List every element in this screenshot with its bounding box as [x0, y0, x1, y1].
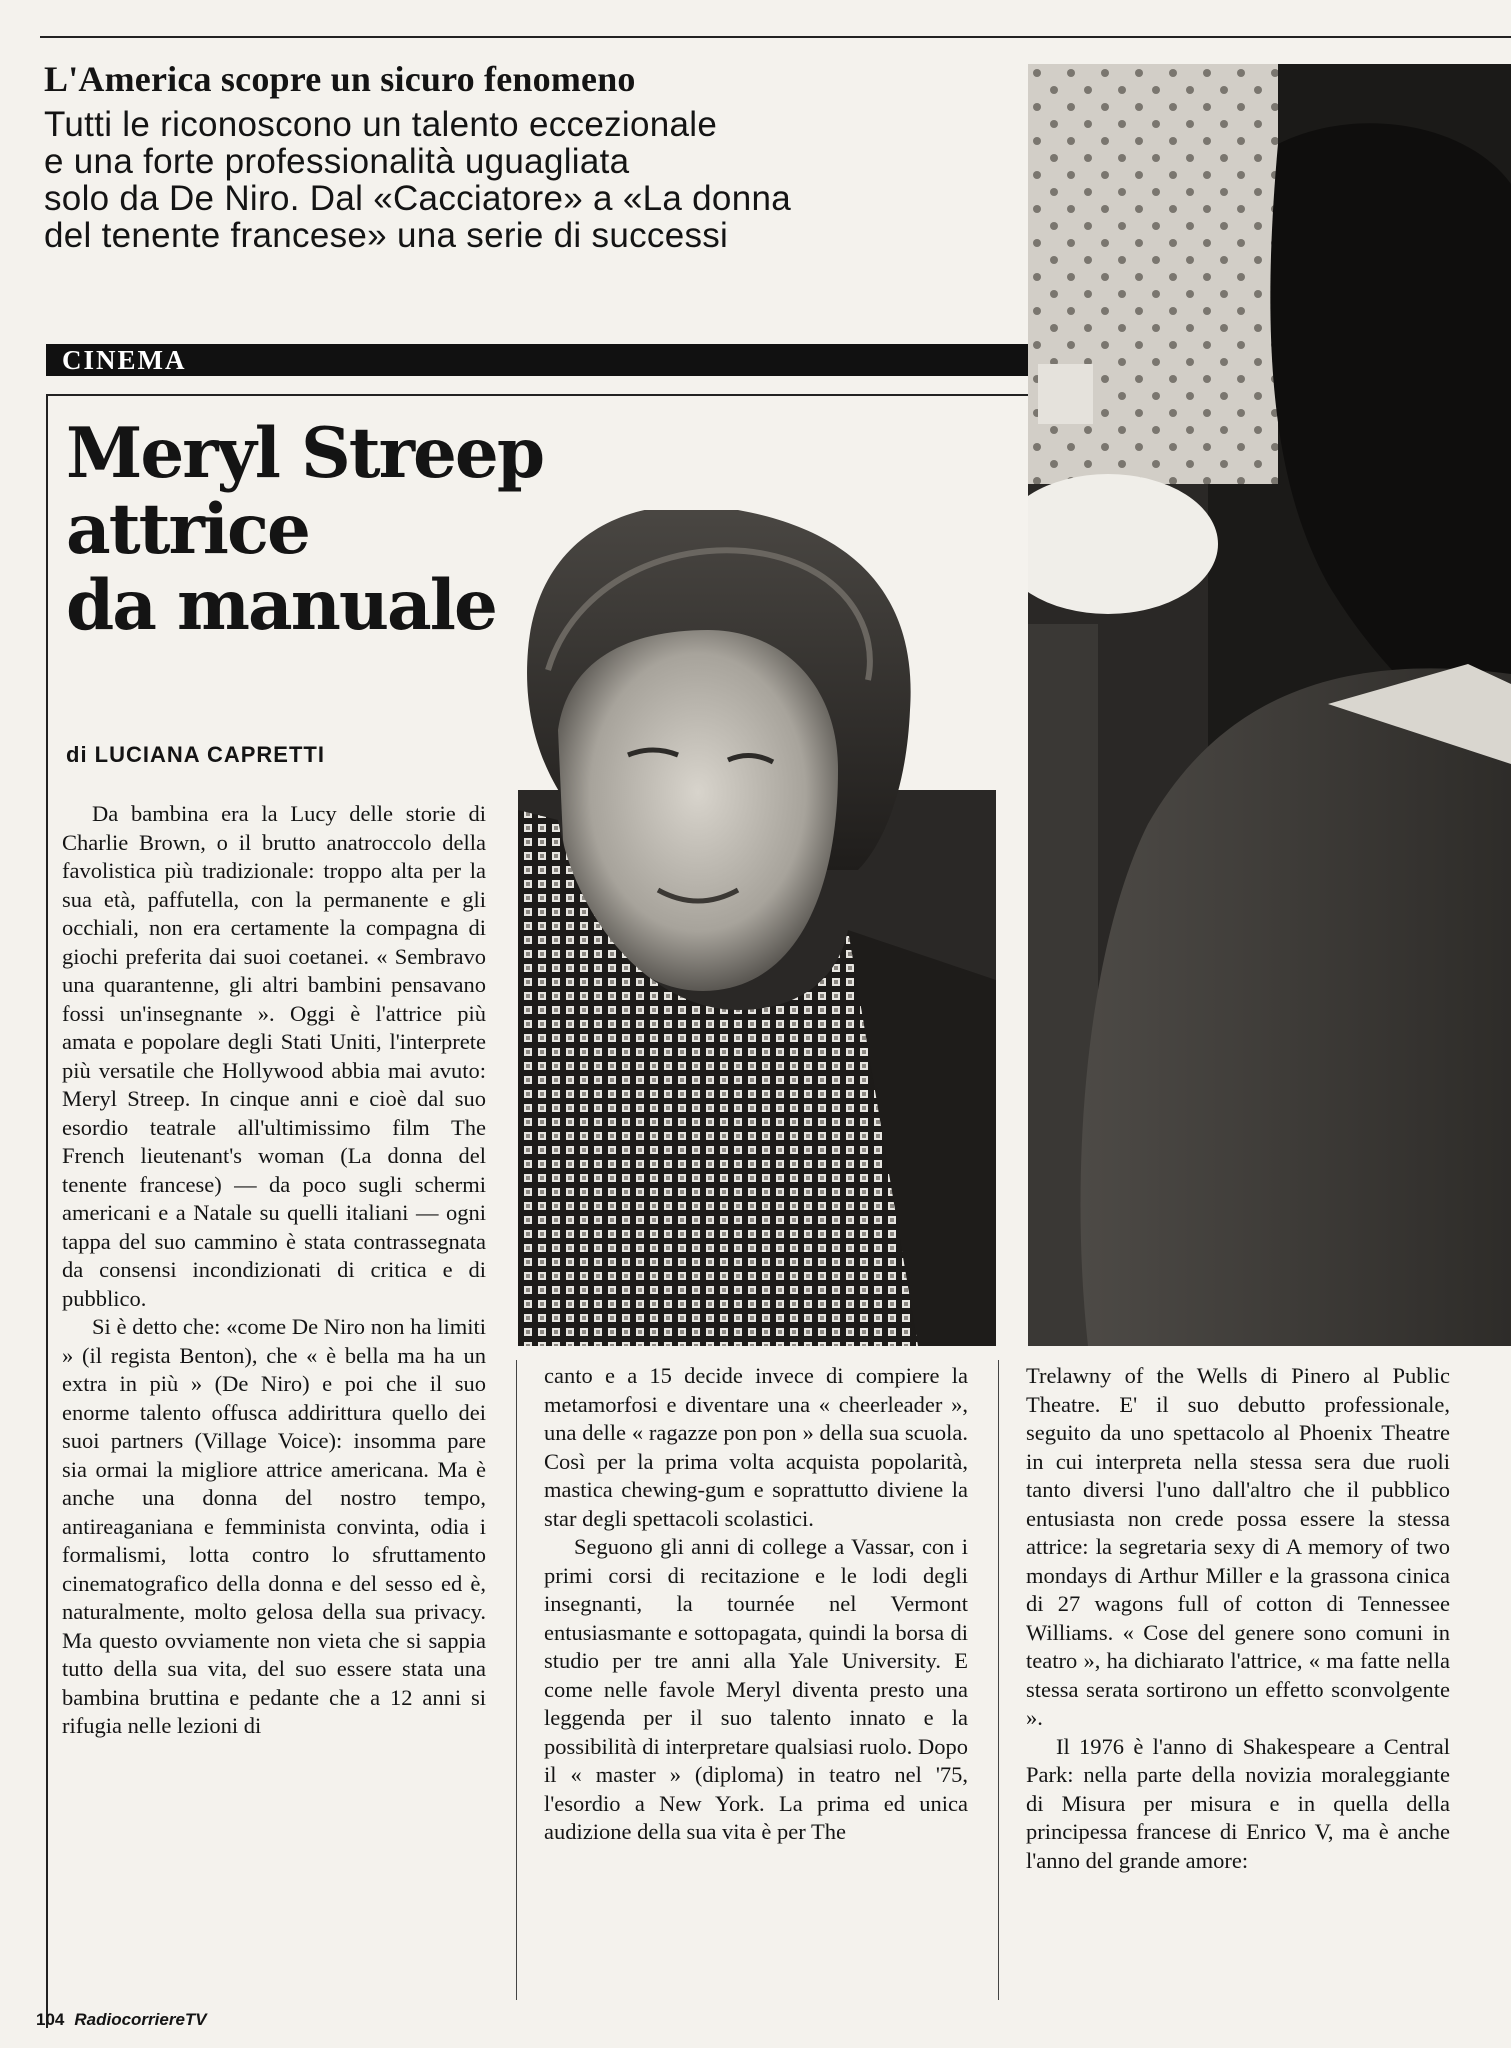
paragraph: Seguono gli anni di college a Vassar, con i primi corsi di recitazione e le lodi degli insegnanti, la tournée nel Vermont entusiasmante e sottopagata, quindi la borsa di studio per tre anni alla Yale University. E come nelle favole Meryl diventa presto una leggenda per il suo talento innato e la possibilità di interpretare qualsiasi ruolo. Dopo il « master » (diploma) in teatro nel '75, l'esordio a New York. La prima ed unica audizione della sua vita è per The — [544, 1534, 968, 1844]
top-rule — [40, 36, 1511, 38]
title-line: Meryl Streep — [66, 413, 544, 494]
subhead — [44, 106, 1024, 254]
magazine-name: RadiocorriereTV — [74, 2010, 207, 2029]
page-number: 104 — [36, 2010, 65, 2029]
title-line: da manuale — [66, 565, 496, 646]
column-rule — [998, 1360, 999, 2000]
frame-rule-top — [46, 394, 1032, 396]
subhead-line: solo da De Niro. Dal «Cacciatore» a «La donna — [44, 179, 791, 218]
title-line: attrice — [66, 489, 309, 570]
paragraph: Si è detto che: «come De Niro non ha limiti » (il regista Benton), che « è bella ma ha un extra in più » (De Niro) e poi che il suo enorme talento offusca addirittura quello dei suoi partners (Village Voice): insomma pare sia ormai la migliore attrice americana. Ma è anche una donna del nostro tempo, antireaganiana e femminista convinta, odia i formalismi, lotta contro lo sfruttamento cinematografico della donna e del sesso ed è, naturalmente, molto gelosa della sua privacy. Ma questo ovviamente non vieta che si sappia tutto della sua vita, del suo essere stata una bambina bruttina e pedante che a 12 anni si rifugia nelle lezioni di — [62, 1314, 486, 1738]
portrait-photo — [518, 510, 996, 1346]
article-column-3 — [1026, 1362, 1450, 1875]
page-footer — [36, 2010, 207, 2030]
article-column-2 — [544, 1362, 968, 1847]
film-still-photo — [1028, 64, 1511, 1346]
paragraph: Il 1976 è l'anno di Shakespeare a Central Park: nella parte della novizia moraleggiante di Misura per misura e in quella della principessa francese di Enrico V, ma è anche l'anno del grande amore: — [1026, 1733, 1450, 1873]
subhead-line: e una forte professionalità uguagliata — [44, 142, 630, 181]
paragraph: Da bambina era la Lucy delle storie di Charlie Brown, o il brutto anatroccolo della favolistica più tradizionale: troppo alta per la sua età, paffutella, con la permanente e gli occhiali, non era certamente la compagna di giochi preferita dai suoi coetanei. « Sembravo una quarantenne, gli altri bambini pensavano fossi un'insegnante ». Oggi è l'attrice più amata e popolare degli Stati Uniti, l'interprete più versatile che Hollywood abbia mai avuto: Meryl Streep. In cinque anni e cioè dal suo esordio teatrale all'ultimissimo film The French lieutenant's woman (La donna del tenente francese) — da poco sugli schermi americani e a Natale su quelli italiani — ogni tappa del suo cammino è stata contrassegnata da consensi incondizionati di critica e di pubblico. — [62, 801, 486, 1311]
frame-rule-left — [46, 394, 48, 2028]
article-column-1 — [62, 800, 486, 1741]
byline: di LUCIANA CAPRETTI — [66, 742, 325, 767]
column-rule — [516, 1360, 517, 2000]
section-bar — [46, 344, 1032, 376]
section-label: CINEMA — [62, 345, 187, 375]
subhead-line: del tenente francese» una serie di successi — [44, 216, 729, 255]
paragraph: canto e a 15 decide invece di compiere la metamorfosi e diventare una « cheerleader », una delle « ragazze pon pon » della sua scuola. Così per la prima volta acquista popolarità, mastica chewing-gum e soprattutto diviene la star degli spettacoli scolastici. — [544, 1363, 968, 1531]
paragraph: Trelawny of the Wells di Pinero al Public Theatre. E' il suo debutto professionale, seguito da uno spettacolo al Phoenix Theatre in cui interpreta nella stessa sera due ruoli tanto diversi l'uno dall'altro che il pubblico entusiasta non crede possa essere la stessa attrice: la segretaria sexy di A memory of two mondays di Arthur Miller e la grassona cinica di 27 wagons full of cotton di Tennessee Williams. « Cose del genere sono comuni in teatro », ha dichiarato l'attrice, « ma fatte nella stessa serata sortirono un effetto sconvolgente ». — [1026, 1363, 1450, 1730]
article-title — [66, 413, 544, 646]
subhead-line: Tutti le riconoscono un talento eccezionale — [44, 105, 718, 144]
kicker: L'America scopre un sicuro fenomeno — [44, 59, 636, 99]
